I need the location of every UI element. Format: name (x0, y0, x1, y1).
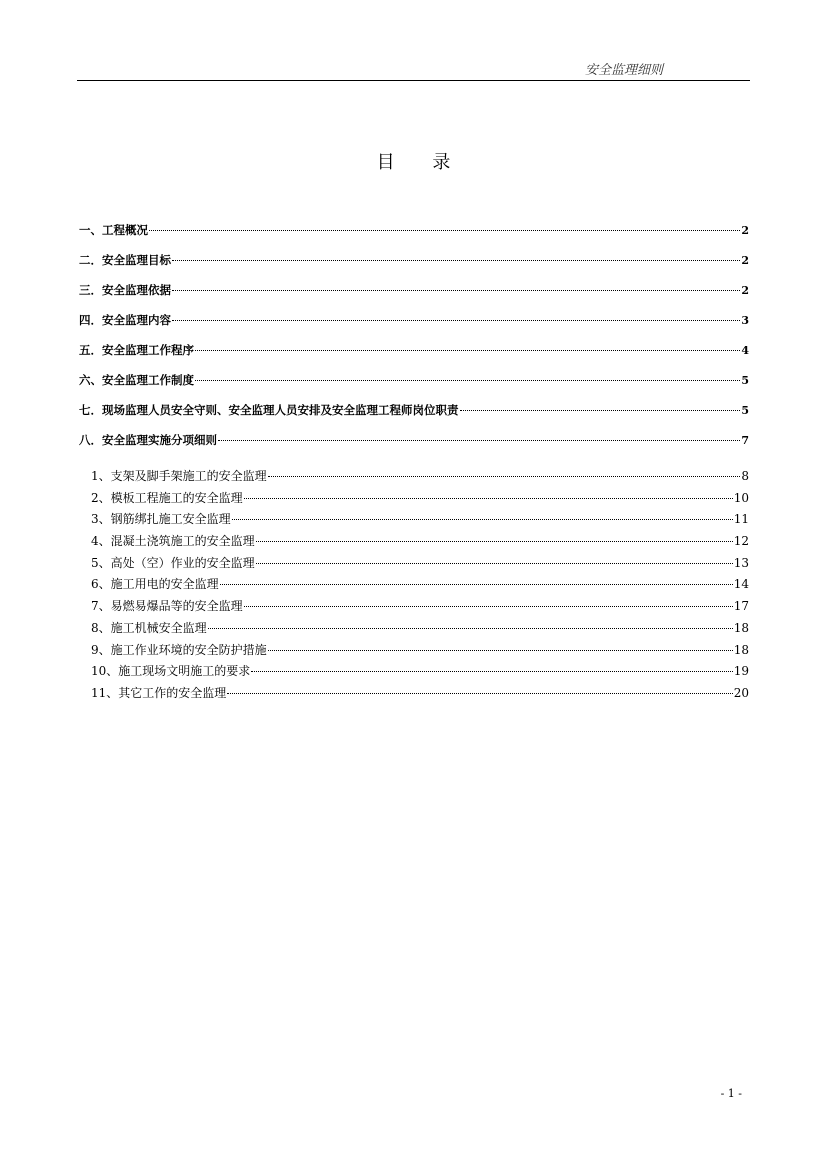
toc-entry-page: 7 (741, 434, 749, 447)
toc-subentry-label: 3、钢筋绑扎施工安全监理 (91, 512, 231, 527)
toc-subentry-10[interactable] (79, 662, 749, 684)
toc-subentry-3[interactable] (79, 510, 749, 532)
toc-entry-2[interactable] (79, 252, 749, 282)
toc-subentry-label: 9、施工作业环境的安全防护措施 (91, 642, 267, 657)
dot-leader (218, 440, 740, 441)
toc-subentry-page: 8 (741, 469, 749, 483)
toc-subentry-label: 6、施工用电的安全监理 (91, 577, 219, 592)
dot-leader (208, 628, 733, 629)
toc-entry-label: 八．安全监理实施分项细则 (79, 433, 217, 447)
toc-entry-8[interactable] (79, 432, 749, 462)
dot-leader (256, 541, 733, 542)
toc-subentry-label: 2、模板工程施工的安全监理 (91, 490, 243, 505)
toc-entry-page: 3 (741, 314, 749, 327)
dot-leader (268, 476, 741, 477)
toc-subentry-page: 12 (733, 534, 749, 549)
toc-entry-page: 5 (741, 404, 749, 417)
toc-subentry-11[interactable] (79, 684, 749, 706)
toc-subentry-page: 18 (733, 642, 749, 657)
toc-subentry-page: 14 (733, 577, 749, 592)
header-divider (77, 80, 750, 81)
toc-entry-label: 三．安全监理依据 (79, 283, 171, 297)
toc-entry-3[interactable] (79, 282, 749, 312)
toc-entry-label: 五．安全监理工作程序 (79, 343, 194, 357)
toc-entry-page: 5 (741, 374, 749, 387)
dot-leader (227, 693, 732, 694)
toc-subentry-page: 20 (733, 685, 749, 700)
toc-entry-page: 2 (741, 224, 749, 237)
toc-subentry-page: 18 (733, 620, 749, 635)
toc-entry-label: 四．安全监理内容 (79, 313, 171, 327)
dot-leader (172, 290, 740, 291)
toc-subentry-label: 7、易燃易爆品等的安全监理 (91, 599, 243, 614)
dot-leader (232, 519, 733, 520)
toc-entry-1[interactable] (79, 222, 749, 252)
toc-entry-label: 六、安全监理工作制度 (79, 373, 194, 387)
dot-leader (244, 498, 733, 499)
toc-entry-4[interactable] (79, 312, 749, 342)
toc-entry-6[interactable] (79, 372, 749, 402)
toc-subentry-1[interactable] (79, 467, 749, 489)
table-of-contents (79, 222, 749, 706)
dot-leader (256, 563, 733, 564)
toc-title: 目 录 (376, 152, 467, 173)
dot-leader (244, 606, 733, 607)
dot-leader (195, 380, 740, 381)
dot-leader (251, 671, 732, 672)
toc-subentry-6[interactable] (79, 575, 749, 597)
toc-entry-page: 2 (741, 254, 749, 267)
toc-subentry-4[interactable] (79, 532, 749, 554)
toc-entry-label: 二．安全监理目标 (79, 253, 171, 267)
dot-leader (220, 584, 733, 585)
dot-leader (172, 260, 740, 261)
toc-subentry-label: 5、高处（空）作业的安全监理 (91, 555, 255, 570)
toc-entry-page: 4 (741, 344, 749, 357)
dot-leader (149, 230, 740, 231)
toc-entry-7[interactable] (79, 402, 749, 432)
toc-subentry-5[interactable] (79, 554, 749, 576)
toc-subentry-page: 19 (733, 664, 749, 679)
running-header: 安全监理细则 (584, 63, 663, 78)
toc-subentry-8[interactable] (79, 619, 749, 641)
toc-subentry-label: 4、混凝土浇筑施工的安全监理 (91, 534, 255, 549)
toc-entry-page: 2 (741, 284, 749, 297)
toc-subentry-page: 13 (733, 555, 749, 570)
dot-leader (195, 350, 740, 351)
page-number: - 1 - (720, 1087, 742, 1100)
dot-leader (172, 320, 740, 321)
toc-subentry-label: 10、施工现场文明施工的要求 (91, 664, 251, 679)
toc-subentry-page: 17 (733, 599, 749, 614)
dot-leader (460, 410, 741, 411)
toc-entry-5[interactable] (79, 342, 749, 372)
toc-subentry-2[interactable] (79, 489, 749, 511)
toc-subentry-page: 10 (733, 490, 749, 505)
toc-subentry-7[interactable] (79, 597, 749, 619)
toc-entry-label: 七．现场监理人员安全守则、安全监理人员安排及安全监理工程师岗位职责 (79, 403, 459, 417)
toc-subentry-9[interactable] (79, 641, 749, 663)
dot-leader (268, 650, 733, 651)
toc-subentry-label: 1、支架及脚手架施工的安全监理 (91, 469, 267, 483)
toc-entry-label: 一、工程概况 (79, 223, 148, 237)
toc-subentry-page: 11 (733, 512, 749, 527)
toc-subentry-label: 8、施工机械安全监理 (91, 620, 207, 635)
toc-subentry-label: 11、其它工作的安全监理 (91, 685, 227, 700)
